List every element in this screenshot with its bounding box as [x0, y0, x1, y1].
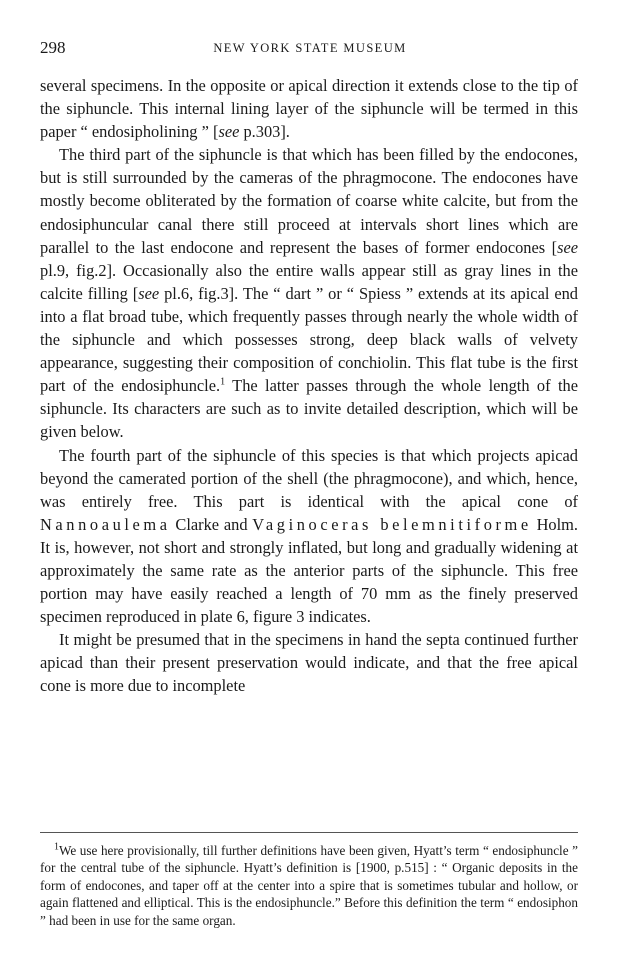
footnotes [40, 842, 578, 929]
footnote-ref[interactable]: 1 [220, 376, 226, 388]
paragraph-2 [40, 143, 578, 443]
see-reference: see [138, 283, 160, 303]
paragraph-3-text-a: The fourth part of the siphuncle of this species is that which projects apicad beyond the camerated portion of the shell (the phragmocone), and which, hence, was entirely free. This part is identical with the apical cone of [40, 445, 578, 511]
paragraph-2-text-c: pl.6, fig.3]. The “ dart ” or “ Spiess ” extends at its apical end into a flat broad tube, which frequently passes through nearly the whole width of the siphuncle and which possesses strong, deep black walls of velvety appearance, suggesting their composition of conchiolin. This flat tube is the first part of the endosiphuncle. [40, 283, 579, 396]
genus-name: Nannoaulema [40, 514, 171, 534]
paragraph-3-text-c: Holm. It is, however, not short and strongly inflated, but long and gradually widening at approximately the same rate as the anterior parts of the siphuncle. This free portion may have easily reached a length of 70 mm as the finely preserved specimen reproduced in plate 6, figure 3 indicates. [40, 514, 578, 627]
footnote-marker: 1 [54, 841, 59, 853]
paragraph-2-text-b: pl.9, fig.2]. Occasionally also the entire walls appear still as gray lines in the calcite filling [ [40, 260, 578, 303]
paragraph-3 [40, 444, 578, 629]
body-text [40, 74, 578, 698]
running-head: NEW YORK STATE MUSEUM [213, 41, 407, 55]
paragraph-2-text-d: The latter passes through the whole length of the siphuncle. Its characters are such as to invite detailed description, which will be given below. [40, 376, 578, 442]
footnote-1 [40, 842, 578, 929]
paragraph-1 [40, 74, 578, 143]
see-reference: see [218, 122, 240, 142]
page-header [40, 36, 580, 62]
footnote-divider [40, 832, 578, 833]
paragraph-1-text-b: p.303]. [239, 122, 290, 142]
paragraph-4 [40, 628, 578, 697]
page-number: 298 [40, 38, 66, 57]
species-name: Vaginoceras belemnitiforme [252, 514, 532, 534]
paragraph-1-text-a: several specimens. In the opposite or apical direction it extends close to the tip of the siphuncle. This internal lining layer of the siphuncle will be termed in this paper “ endosipholining ” [ [40, 76, 578, 142]
paragraph-3-text-b: Clarke and [170, 514, 253, 534]
paragraph-2-text-a: The third part of the siphuncle is that which has been filled by the endocones, but is still surrounded by the cameras of the phragmocone. The endocones have mostly become obliterated by the formation of coarse white calcite, but from the endosiphuncular canal there still proceed at intervals short lines which are parallel to the last endocone and represent the bases of former endocones [ [40, 145, 578, 257]
see-reference: see [557, 237, 578, 257]
footnote-text: We use here provisionally, till further definitions have been given, Hyatt’s term “ endosiphuncle ” for the central tube of the siphuncle. Hyatt’s definition is [1900, p.515] : “ Organic deposits in the form of endocones, and taper off at the center into a spire that is sometimes tubular and hollow, or again flattened and elliptical. This is the endosiphuncle.” Before this definition the term “ endosiphon ” had been in use for the same organ. [40, 843, 578, 928]
paragraph-4-text-a: It might be presumed that in the specimens in hand the septa continued further apicad than their present preservation would indicate, and that the free apical cone is more due to incomplete [40, 630, 578, 696]
